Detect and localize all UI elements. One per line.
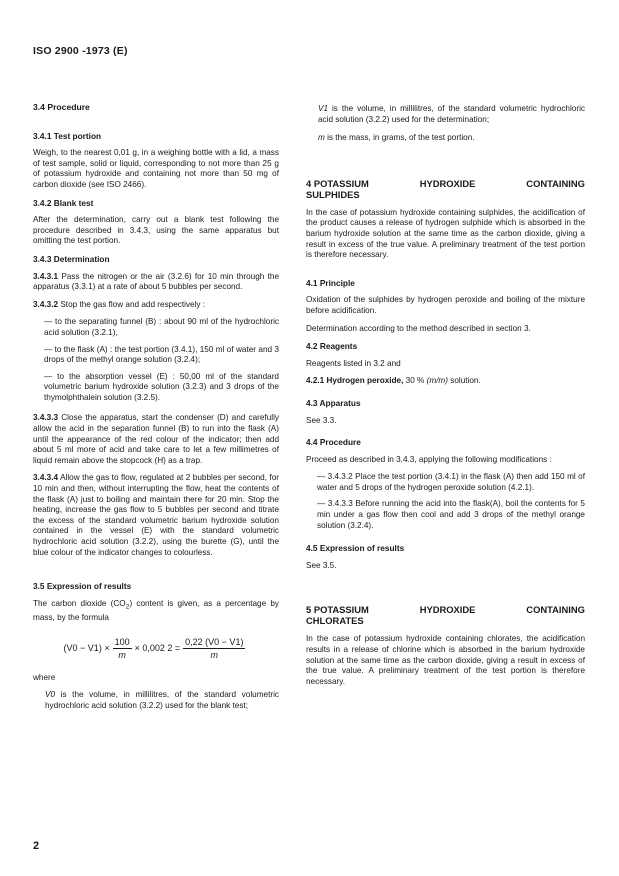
heading-word: 4 POTASSIUM bbox=[306, 177, 369, 189]
para-4-1-b: Determination according to the method described in section 3. bbox=[306, 323, 531, 333]
definition-v0 bbox=[33, 690, 279, 711]
heading-3-4-2: 3.4.2 Blank test bbox=[33, 197, 94, 208]
formula bbox=[33, 631, 279, 667]
heading-3-4: 3.4 Procedure bbox=[33, 102, 90, 112]
heading-4-2: 4.2 Reagents bbox=[306, 341, 358, 352]
para-4-2: Reagents listed in 3.2 and bbox=[306, 358, 401, 368]
subscript: 2 bbox=[125, 603, 130, 611]
heading-4-3: 4.3 Apparatus bbox=[306, 397, 361, 408]
symbol: V0 bbox=[45, 690, 56, 700]
definition-v1 bbox=[306, 104, 585, 125]
heading-word: CONTAINING bbox=[526, 604, 585, 616]
fraction-numerator: 0,22 (V0 − V1) bbox=[185, 637, 244, 648]
symbol: V1 bbox=[318, 104, 329, 113]
page-number: 2 bbox=[33, 840, 40, 852]
heading-3-4-1: 3.4.1 Test portion bbox=[33, 130, 102, 141]
list-item: — to the flask (A) : the test portion (3.4.1), 150 ml of water and 3 drops of the methyl orange solution (3.2.4); bbox=[44, 344, 279, 365]
para-4-3: See 3.3. bbox=[306, 415, 337, 425]
para-text: Stop the gas flow and add respectively : bbox=[60, 299, 206, 309]
para-3-4-3-3 bbox=[33, 413, 279, 466]
para-4-1-a: Oxidation of the sulphides by hydrogen peroxide and boiling of the mixture before acidification. bbox=[306, 295, 585, 315]
para-number: 3.4.3.3 bbox=[33, 413, 59, 423]
concentration-value: 30 % bbox=[405, 376, 425, 386]
heading-4-4: 4.4 Procedure bbox=[306, 437, 361, 448]
formula-lhs: (V0 − V1) × bbox=[63, 643, 110, 654]
heading-4 bbox=[306, 178, 585, 200]
para-text: Allow the gas to flow, regulated at 2 bubbles per second, for 10 min and then, without interrupting the flow, heat the contents of the flask (A) just to boiling and maintain there for 20 min. Stop the heating, increase the gas flow to 5 bubbles per second and titrate the excess of the standard volumetric barium hydroxide solution contained in the vessel (E) with the standard volumetric hydrochloric acid solution (3.2.2), using the burette (G), until the blue colour of the indicator changes to colourless. bbox=[33, 473, 279, 557]
para-3-4-3-2 bbox=[33, 300, 279, 311]
formula-mid: × 0,002 2 = bbox=[134, 643, 181, 654]
intro-text: ) content is given, as a percentage by mass, by the formula bbox=[33, 598, 279, 623]
para-4-2-1 bbox=[306, 376, 585, 387]
heading-word: 5 POTASSIUM bbox=[306, 604, 369, 616]
heading-4-2-1: 4.2.1 Hydrogen peroxide, bbox=[306, 376, 404, 386]
definition-m bbox=[306, 133, 585, 144]
para-text: Close the apparatus, start the condenser (D) and carefully allow the acid in the separation funnel (B) to run into the flask (A) until the appearance of the red colour of the indicator; then add about 5 ml more of acid and take care to let a few millimetres of liquid remain above the stopcock (H) as a trap. bbox=[33, 413, 279, 465]
right-column bbox=[306, 104, 585, 694]
heading-word: HYDROXIDE bbox=[419, 604, 476, 616]
intro-text: The carbon dioxide (CO bbox=[33, 598, 126, 608]
heading-4-5: 4.5 Expression of results bbox=[306, 543, 405, 554]
where-label: where bbox=[33, 672, 56, 682]
para-number: 3.4.3.1 bbox=[33, 271, 59, 281]
para-number: 3.4.3.4 bbox=[33, 473, 59, 483]
heading-4-1: 4.1 Principle bbox=[306, 277, 355, 288]
para-3-5-intro bbox=[33, 599, 279, 624]
para-5: In the case of potassium hydroxide containing chlorates, the acidification results in a release of chlorine which is absorbed in the barium hydroxide solution at the same time as the carbon dioxide, giving a result in excess of the true value. A preliminary treatment of the test portion is therefore necessary. bbox=[306, 634, 585, 686]
para-4-4: Proceed as described in 3.4.3, applying the following modifications : bbox=[306, 454, 552, 464]
definition-text: is the volume, in millilitres, of the standard volumetric hydrochloric acid solution (3.2.2) used for the determination; bbox=[318, 104, 585, 124]
para-3-4-3-1 bbox=[33, 272, 279, 293]
heading-word: SULPHIDES bbox=[306, 188, 360, 200]
para-text: Pass the nitrogen or the air (3.2.6) for 10 min through the apparatus (3.3.1) at a rate of about 5 bubbles per second. bbox=[33, 271, 279, 292]
symbol: m bbox=[318, 133, 325, 143]
fraction-numerator: 100 bbox=[114, 637, 130, 648]
heading-word: CONTAINING bbox=[526, 177, 585, 189]
heading-word: HYDROXIDE bbox=[419, 177, 476, 189]
para-3-4-2: After the determination, carry out a blank test following the procedure described in 3.4.3, using the same apparatus but omitting the test portion. bbox=[33, 215, 279, 246]
formula-fraction-2 bbox=[183, 636, 245, 661]
para-3-4-3-4 bbox=[33, 473, 279, 558]
heading-5 bbox=[306, 604, 585, 626]
fraction-denominator: m bbox=[118, 650, 126, 661]
left-column bbox=[33, 102, 279, 719]
para-4-5: See 3.5. bbox=[306, 560, 337, 570]
list-item: — to the absorption vessel (E) : 50,00 ml of the standard volumetric barium hydroxide solution (3.2.3) and 3 drops of the thymolphthalein solution (3.2.5). bbox=[44, 371, 279, 402]
list-item: — to the separating funnel (B) : about 90 ml of the hydrochloric acid solution (3.2.1), bbox=[44, 317, 279, 337]
para-4: In the case of potassium hydroxide containing sulphides, the acidification of the product causes a release of hydrogen sulphide which is absorbed in the barium hydroxide solution at the same time as the carbon dioxide, giving a result in excess of the true value. A preliminary treatment of the test portion is therefore necessary. bbox=[306, 207, 585, 260]
para-text: solution. bbox=[450, 376, 481, 386]
fraction-denominator: m bbox=[210, 650, 219, 661]
definition-text: is the mass, in grams, of the test portion. bbox=[327, 133, 475, 143]
heading-3-4-3: 3.4.3 Determination bbox=[33, 253, 110, 264]
document-header: ISO 2900 -1973 (E) bbox=[33, 45, 128, 57]
concentration-unit: (m/m) bbox=[426, 376, 448, 386]
formula-fraction-1 bbox=[113, 636, 132, 661]
heading-3-5: 3.5 Expression of results bbox=[33, 581, 132, 592]
para-number: 3.4.3.2 bbox=[33, 299, 59, 309]
para-3-4-1: Weigh, to the nearest 0,01 g, in a weighing bottle with a lid, a mass of test sample, solid or liquid, corresponding to not more than 25 g of potassium hydroxide and containing not more than 50 mg of carbon dioxide (see ISO 2466). bbox=[33, 148, 279, 189]
definition-text: is the volume, in millilitres, of the standard volumetric hydrochloric acid solution (3.2.2) used for the blank test; bbox=[45, 690, 279, 710]
list-item: — 3.4.3.3 Before running the acid into the flask(A), boil the contents for 5 min under a gas flow then cool and add 3 drops of the methyl orange solution (3.2.4). bbox=[317, 499, 585, 530]
heading-word: CHLORATES bbox=[306, 615, 364, 627]
list-item: — 3.4.3.2 Place the test portion (3.4.1) in the flask (A) then add 150 ml of water and 5 drops of the hydrogen peroxide solution (4.2.1). bbox=[317, 472, 585, 492]
